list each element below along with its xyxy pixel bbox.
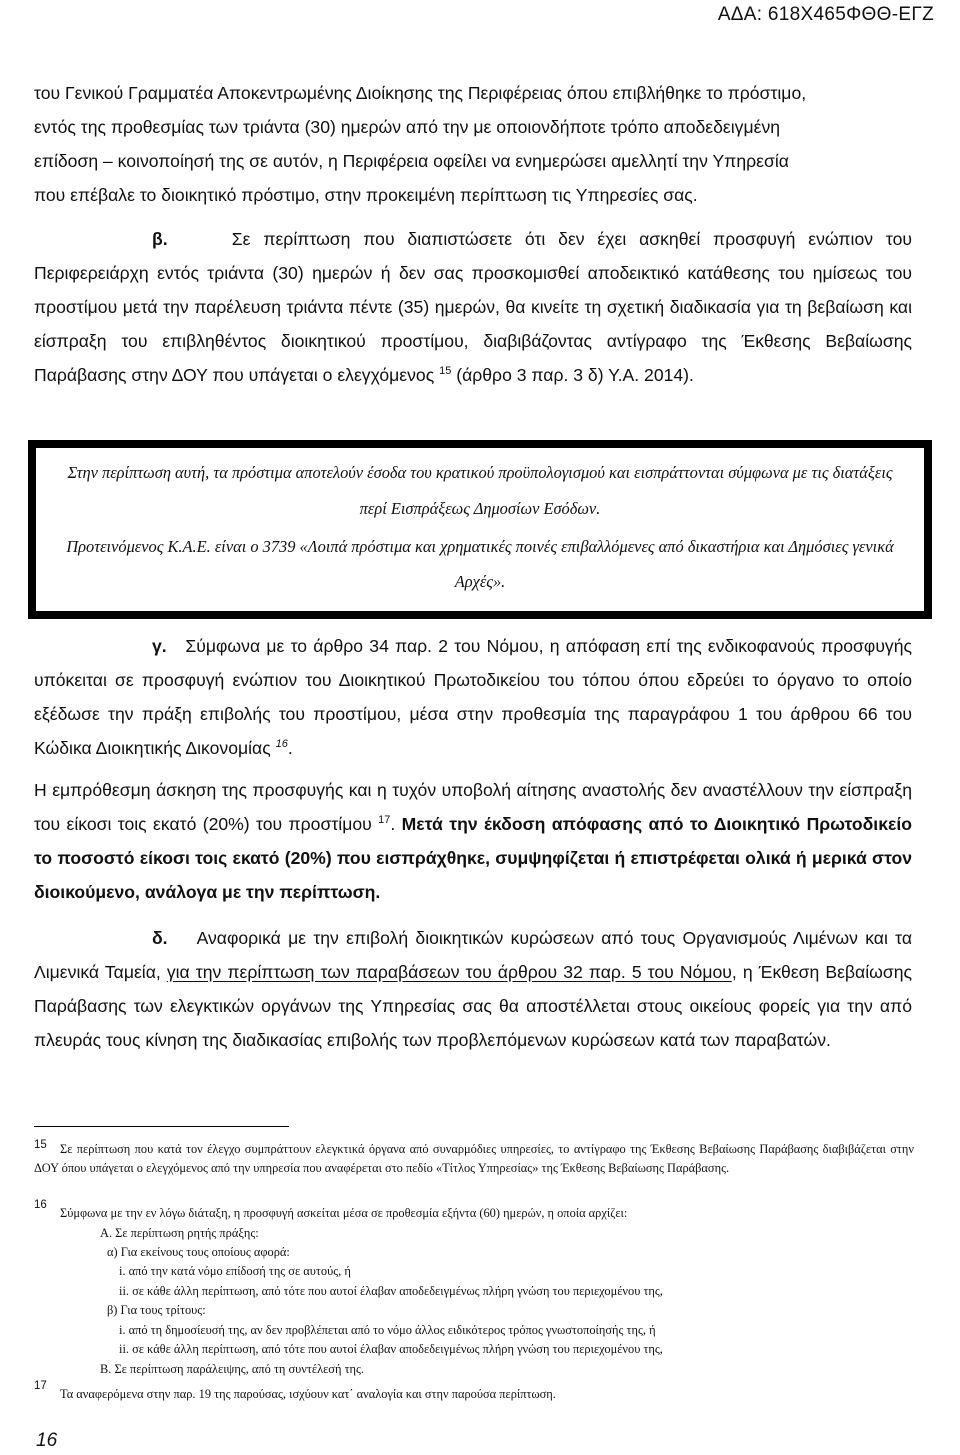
footnote-ref: 15 bbox=[439, 365, 452, 378]
box-line: Προτεινόμενος Κ.Α.Ε. είναι ο 3739 «Λοιπά πρόστιμα και χρηματικές ποινές επιβαλλόμενες από δικαστήρια και Δημόσιες γενικά bbox=[66, 537, 894, 556]
footnote-item: i. από τη δημοσίευσή της, αν δεν προβλέπεται από το νόμο άλλος ειδικότερος τρόπος γνωστοποίησής της, ή bbox=[119, 1323, 656, 1337]
text-line: εντός της προθεσμίας των τριάντα (30) ημερών από την με οποιονδήποτε τρόπο αποδεδειγμένη bbox=[34, 117, 781, 137]
paragraph-marker: β. bbox=[152, 229, 168, 249]
paragraph-d bbox=[34, 921, 912, 1057]
paragraph-text: . bbox=[287, 738, 293, 758]
budget-note-box bbox=[28, 440, 932, 619]
footnote-ref: 16 bbox=[275, 738, 288, 751]
paragraph-text: Αναφορικά με την επιβολή διοικητικών κυρώσεων από τους Οργανισμούς Λιμένων και τα Λιμενικά Ταμεία, bbox=[34, 928, 912, 982]
ada-code: ΑΔΑ: 618Χ465ΦΘΘ-ΕΓΖ bbox=[717, 4, 934, 25]
bold-statement: Μετά την έκδοση απόφασης από το Διοικητικό Πρωτοδικείο το ποσοστό είκοσι τοις εκατό (20%) που εισπράχθηκε, συμψηφίζεται ή επιστρέφεται ολικά ή μερικά στον διοικούμενο, ανάλογα με την περίπτωση. bbox=[34, 814, 912, 902]
text-line: που επέβαλε το διοικητικό πρόστιμο, στην προκειμένη περίπτωση τις Υπηρεσίες σας. bbox=[34, 185, 698, 205]
paragraph-text: Σε περίπτωση που διαπιστώσετε ότι δεν έχει ασκηθεί προσφυγή ενώπιον του Περιφερειάρχη εντός τριάντα (30) ημερών ή δεν σας προσκομισθεί αποδεικτικό κατάθεσης του ημίσεως του προστίμου μετά την παρέλευση τριάντα πέντε (35) ημερών, θα κινείτε τη σχετική διαδικασία για τη βεβαίωση και είσπραξη του επιβληθέντος διοικητικού προστίμου, διαβιβάζοντας αντίγραφο της Έκθεσης Βεβαίωσης Παράβασης στην ΔΟΥ που υπάγεται ο ελεγχόμενος bbox=[34, 229, 912, 385]
underlined-text: για την περίπτωση των παραβάσεων του άρθρου 32 παρ. 5 του Νόμου bbox=[166, 962, 732, 982]
box-line: περί Εισπράξεως Δημοσίων Εσόδων. bbox=[359, 499, 601, 518]
page-number: 16 bbox=[36, 1430, 58, 1451]
footnote-number: 17 bbox=[34, 1380, 47, 1392]
paragraph-text: . bbox=[390, 814, 402, 834]
footnote-number: 16 bbox=[34, 1199, 47, 1211]
text-line: επίδοση – κοινοποίησή της σε αυτόν, η Περιφέρεια οφείλει να ενημερώσει αμελλητί την Υπηρεσία bbox=[34, 151, 789, 171]
footnote-item: ii. σε κάθε άλλη περίπτωση, από τότε που αυτοί έλαβαν αποδεδειγμένως πλήρη γνώση του περιεχομένου της, bbox=[119, 1284, 663, 1298]
paragraph-text: (άρθρο 3 παρ. 3 δ) Υ.Α. 2014). bbox=[451, 365, 694, 385]
footnote-item: α) Για εκείνους τους οποίους αφορά: bbox=[107, 1245, 290, 1259]
paragraph-marker: δ. bbox=[152, 928, 168, 948]
footnote-item: ii. σε κάθε άλλη περίπτωση, από τότε που αυτοί έλαβαν αποδεδειγμένως πλήρη γνώση του περιεχομένου της, bbox=[119, 1342, 663, 1356]
footnote-item: Α. Σε περίπτωση ρητής πράξης: bbox=[100, 1226, 259, 1240]
footnote-16 bbox=[34, 1199, 914, 1383]
footnote-17 bbox=[34, 1380, 914, 1408]
footnote-item: i. από την κατά νόμο επίδοσή της σε αυτούς, ή bbox=[119, 1264, 351, 1278]
paragraph-text: Σύμφωνα με το άρθρο 34 παρ. 2 του Νόμου, η απόφαση επί της ενδικοφανούς προσφυγής υπόκειται σε προσφυγή ενώπιον του Διοικητικού Πρωτοδικείου του τόπου όπου εδρεύει το όργανο το οποίο εξέδωσε την πράξη επιβολής του προστίμου, μέσα στην προθεσμία της παραγράφου 1 του άρθρου 66 του Κώδικα Διοικητικής Δικονομίας bbox=[34, 636, 912, 758]
footnote-item: β) Για τους τρίτους: bbox=[107, 1303, 206, 1317]
text-line: του Γενικού Γραμματέα Αποκεντρωμένης Διοίκησης της Περιφέρειας όπου επιβλήθηκε το πρόστιμο, bbox=[34, 83, 807, 103]
footnote-ref: 17 bbox=[378, 814, 391, 827]
footnote-separator bbox=[34, 1126, 289, 1127]
footnote-text: Τα αναφερόμενα στην παρ. 19 της παρούσας, ισχύουν κατ΄ αναλογία και στην παρούσα περίπτωση. bbox=[60, 1387, 556, 1401]
footnote-15 bbox=[34, 1140, 914, 1177]
footnote-item: Β. Σε περίπτωση παράλειψης, από τη συντέλεσή της. bbox=[100, 1362, 365, 1376]
paragraph-marker: γ. bbox=[152, 636, 167, 656]
box-line: Στην περίπτωση αυτή, τα πρόστιμα αποτελούν έσοδα του κρατικού προϋπολογισμού και εισπράττονται σύμφωνα με τις διατάξεις bbox=[67, 463, 893, 482]
footnote-number: 15 bbox=[34, 1139, 47, 1151]
paragraph-a-continued bbox=[34, 76, 914, 212]
footnote-text: Σε περίπτωση που κατά τον έλεγχο συμπράττουν ελεγκτικά όργανα από συναρμόδιες υπηρεσίες, το αντίγραφο της Έκθεσης Βεβαίωσης Παράβασης διαβιβάζεται στην ΔΟΥ όπου υπάγεται ο ελεγχόμενος από την υπηρεσία που αναφέρεται στο πεδίο «Τίτλος Υπηρεσίας» της Έκθεσης Βεβαίωσης Παράβασης. bbox=[34, 1142, 914, 1175]
footnote-text: Σύμφωνα με την εν λόγω διάταξη, η προσφυγή ασκείται μέσα σε προθεσμία εξήντα (60) ημερών, η οποία αρχίζει: bbox=[60, 1206, 628, 1220]
box-line: Αρχές». bbox=[454, 572, 506, 591]
paragraph-text: Η εμπρόθεσμη άσκηση της προσφυγής και η τυχόν υποβολή αίτησης αναστολής δεν αναστέλλουν την είσπραξη του είκοσι τοις εκατό (20%) του προστίμου bbox=[34, 780, 912, 834]
paragraph-c bbox=[34, 629, 912, 765]
paragraph-text: , η Έκθεση Βεβαίωσης Παράβασης των ελεγκτικών οργάνων της Υπηρεσίας σας θα αποστέλλεται στους οικείους φορείς για την από πλευράς τους κίνηση της διαδικασίας επιβολής των προβλεπόμενων κυρώσεων κατά των παραβατών. bbox=[34, 962, 912, 1050]
paragraph-c-2 bbox=[34, 773, 912, 909]
paragraph-b bbox=[34, 222, 912, 392]
